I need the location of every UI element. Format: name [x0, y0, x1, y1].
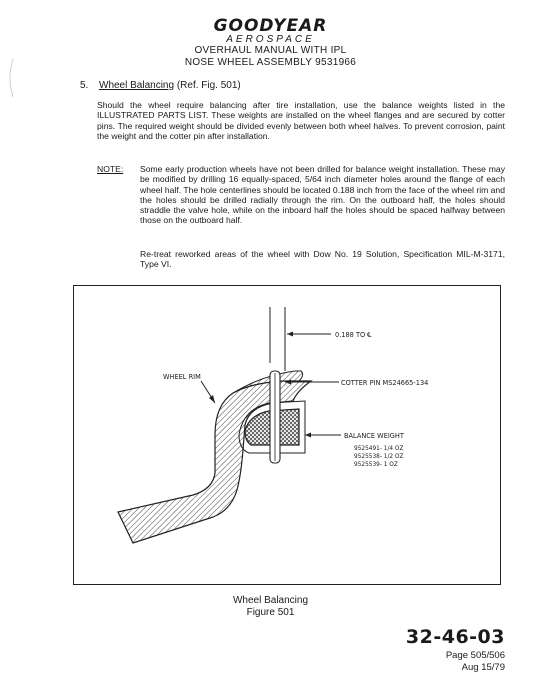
section-title: Wheel Balancing	[99, 80, 175, 91]
dim-arrowhead	[287, 332, 293, 337]
manual-title: OVERHAUL MANUAL WITH IPL	[194, 45, 347, 56]
note-text: Some early production wheels have not been drilled for balance weight installation. These may be modified by drilling 16 equally-spaced, 5/64 inch diameter holes around the flange of each wheel half. The hole centerlines should be located 0.188 inch from the face of the wheel rim and the holes should be drilled radially through the rim. On the outboard half, the holes should straddle the valve hole, while on the inboard half the holes should be spaced halfway between those on the outboard half.	[140, 164, 505, 226]
section-heading	[99, 80, 241, 91]
weight-part-3: 9525539- 1 OZ	[354, 462, 398, 468]
weight-part-1: 9525491- 1/4 OZ	[354, 446, 404, 452]
company-subtitle: AEROSPACE	[226, 34, 315, 45]
label-balance-weight: BALANCE WEIGHT	[344, 432, 404, 440]
weight-part-2: 9525538- 1/2 OZ	[354, 454, 404, 460]
revision-date: Aug 15/79	[461, 662, 505, 673]
page-number: Page 505/506	[445, 650, 505, 661]
note-retreat-text: Re-treat reworked areas of the wheel with Dow No. 19 Solution, Specification MIL-M-3171, Type VI.	[140, 249, 505, 270]
document-number: 32-46-03	[405, 626, 505, 648]
figure-number: Figure 501	[246, 607, 295, 618]
label-wheel-rim: WHEEL RIM	[163, 373, 201, 381]
wheel-balancing-diagram	[73, 285, 501, 585]
section-number: 5.	[80, 80, 89, 91]
company-logo: GOODYEAR	[213, 16, 328, 36]
section-ref: (Ref. Fig. 501)	[176, 80, 241, 91]
assembly-title: NOSE WHEEL ASSEMBLY 9531966	[184, 57, 357, 68]
wheel-rim-body	[118, 381, 311, 543]
figure-caption: Wheel Balancing	[232, 595, 309, 606]
note-label: NOTE:	[97, 164, 124, 174]
body-paragraph: Should the wheel require balancing after tire installation, use the balance weights listed in the ILLUSTRATED PARTS LIST. These weights are installed on the wheel flanges and are secured by cotter pins. The required weight should be divided evenly between both wheel halves. To prevent corrosion, paint the weight and the cotter pin after installation.	[97, 100, 505, 141]
label-cotter-pin: COTTER PIN MS24665-134	[341, 379, 429, 387]
dim-label: 0.188 TO ℄	[335, 331, 372, 339]
